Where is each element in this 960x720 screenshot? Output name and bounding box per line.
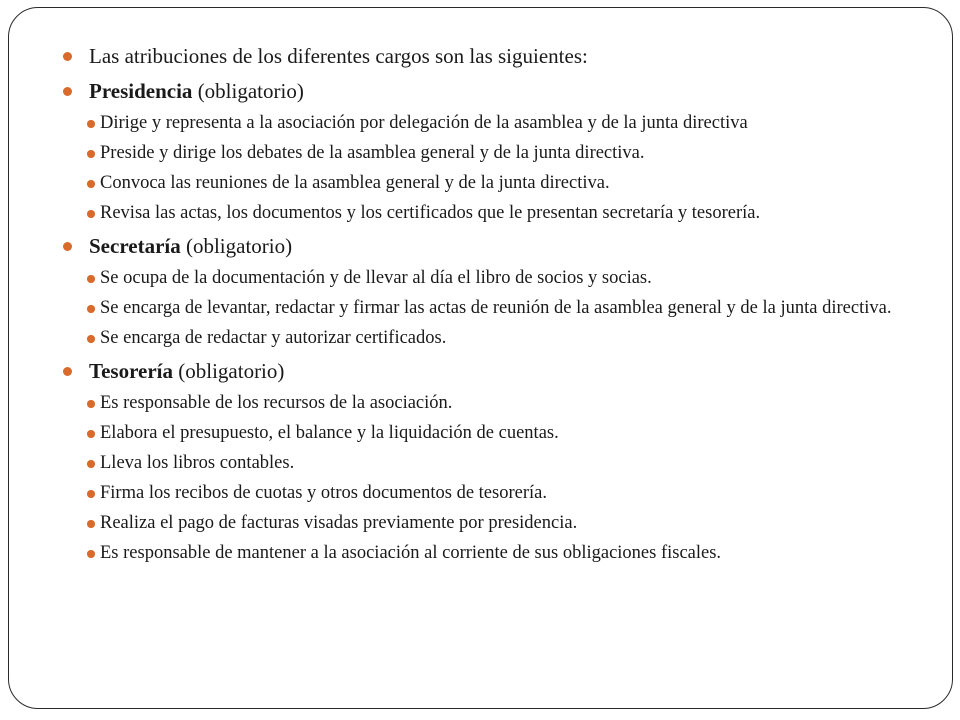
list-item-text: Lleva los libros contables. [100, 453, 295, 473]
list-item [57, 203, 927, 224]
list-item [57, 143, 927, 164]
bullet-icon [87, 210, 95, 218]
slide-content [57, 43, 927, 573]
list-item [57, 393, 927, 414]
section-heading-tesoreria [57, 358, 927, 384]
section-heading-presidencia [57, 78, 927, 104]
intro-text: Las atribuciones de los diferentes cargos son las siguientes: [89, 44, 588, 68]
section-heading-secretaria [57, 233, 927, 259]
list-item-text: Se encarga de redactar y autorizar certificados. [100, 328, 447, 348]
section-note: (obligatorio) [173, 359, 285, 383]
bullet-icon [87, 520, 95, 528]
list-item [57, 298, 927, 319]
bullet-icon [63, 52, 72, 61]
bullet-icon [63, 242, 72, 251]
bullet-icon [87, 335, 95, 343]
list-item-text: Preside y dirige los debates de la asamblea general y de la junta directiva. [100, 143, 645, 163]
list-item-text: Se encarga de levantar, redactar y firmar las actas de reunión de la asamblea general y de la junta directiva. [100, 298, 892, 318]
list-item [57, 453, 927, 474]
list-item-text: Se ocupa de la documentación y de llevar al día el libro de socios y socias. [100, 268, 652, 288]
bullet-icon [87, 275, 95, 283]
list-item-text: Dirige y representa a la asociación por delegación de la asamblea y de la junta directiva [100, 113, 748, 133]
list-item [57, 483, 927, 504]
bullet-icon [87, 180, 95, 188]
bullet-icon [87, 550, 95, 558]
section-note: (obligatorio) [180, 234, 293, 258]
list-item [57, 113, 927, 134]
bullet-icon [87, 430, 95, 438]
list-item-text: Convoca las reuniones de la asamblea general y de la junta directiva. [100, 173, 610, 193]
list-item [57, 513, 927, 534]
list-item-text: Firma los recibos de cuotas y otros documentos de tesorería. [100, 483, 547, 503]
list-item-text: Realiza el pago de facturas visadas previamente por presidencia. [100, 513, 578, 533]
slide-frame [8, 7, 953, 709]
section-note: (obligatorio) [192, 79, 304, 103]
section-title: Secretaría [89, 234, 181, 258]
list-item-text: Es responsable de los recursos de la asociación. [100, 393, 453, 413]
list-item-text: Elabora el presupuesto, el balance y la liquidación de cuentas. [100, 423, 559, 443]
bullet-icon [87, 120, 95, 128]
list-item [57, 328, 927, 349]
list-item [57, 268, 927, 289]
list-item [57, 173, 927, 194]
section-title: Presidencia [89, 79, 193, 103]
list-item [57, 423, 927, 444]
section-title: Tesorería [89, 359, 173, 383]
bullet-icon [87, 305, 95, 313]
bullet-icon [63, 367, 72, 376]
list-item-text: Es responsable de mantener a la asociación al corriente de sus obligaciones fiscales. [100, 543, 722, 563]
list-item [57, 543, 927, 564]
bullet-icon [87, 150, 95, 158]
bullet-icon [87, 490, 95, 498]
bullet-icon [87, 400, 95, 408]
bullet-icon [87, 460, 95, 468]
bullet-icon [63, 87, 72, 96]
intro-item [57, 43, 927, 69]
list-item-text: Revisa las actas, los documentos y los certificados que le presentan secretaría y tesorería. [100, 203, 761, 223]
